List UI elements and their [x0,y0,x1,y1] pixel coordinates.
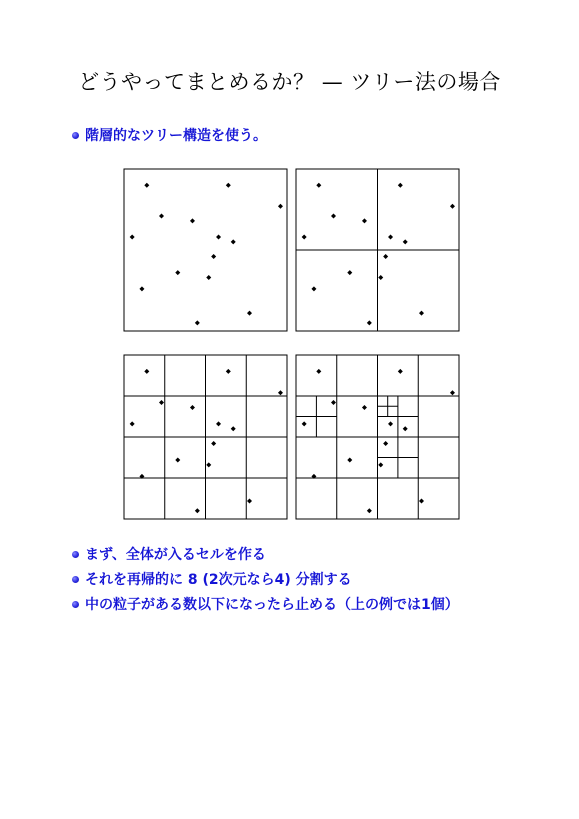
particle-marker [144,183,149,188]
bullet-item-make-cell [72,544,266,564]
bullet-icon [72,576,79,583]
particle-marker [139,286,144,291]
particle-marker [216,235,221,240]
particle-marker [388,235,393,240]
particle-marker [362,405,367,410]
particle-marker [450,390,455,395]
particle-marker [419,498,424,503]
particle-marker [311,286,316,291]
particle-marker [383,441,388,446]
particle-marker [367,320,372,325]
particle-marker [216,421,221,426]
particle-marker [398,183,403,188]
particle-marker [347,270,352,275]
particle-marker [159,400,164,405]
particle-marker [316,183,321,188]
particle-marker [388,421,393,426]
bullet-icon [72,601,79,608]
bullet-text: まず、全体が入るセルを作る [85,547,266,563]
particle-marker [190,405,195,410]
particle-marker [144,369,149,374]
particle-marker [206,275,211,280]
particle-marker [231,239,236,244]
bullet-text: それを再帰的に 8 (2次元なら4) 分割する [85,572,352,588]
bullet-text: 中の粒子がある数以下になったら止める（上の例では1個） [85,597,459,613]
panel-adaptive-tree [296,355,459,519]
particle-marker [302,235,307,240]
particle-marker [175,270,180,275]
particle-marker [331,213,336,218]
particle-marker [316,369,321,374]
particle-marker [247,311,252,316]
particle-marker [190,218,195,223]
panel-level-2-split [124,355,287,519]
particle-marker [206,462,211,467]
particle-marker [211,254,216,259]
particle-marker [403,239,408,244]
bullet-text: 階層的なツリー構造を使う。 [85,128,267,144]
particle-marker [247,498,252,503]
page-title: どうやってまとめるか？ — ツリー法の場合 [78,70,501,94]
particle-marker [450,204,455,209]
particle-marker [347,457,352,462]
particle-marker [195,320,200,325]
bullet-item-recursive-split [72,569,352,589]
bullet-item-stop-condition [72,594,459,614]
particle-marker [211,441,216,446]
particle-marker [231,426,236,431]
particle-marker [419,311,424,316]
particle-marker [398,369,403,374]
particle-marker [130,235,135,240]
particle-marker [331,400,336,405]
panel-level-1-split [296,169,459,331]
particle-marker [226,369,231,374]
particle-marker [130,421,135,426]
particle-marker [367,508,372,513]
particle-marker [378,275,383,280]
particle-marker [403,426,408,431]
particle-marker [195,508,200,513]
bullet-icon [72,551,79,558]
particle-marker [175,457,180,462]
particle-marker [278,204,283,209]
particle-marker [302,421,307,426]
particle-marker [362,218,367,223]
particle-marker [378,462,383,467]
particles [130,183,455,514]
particle-marker [383,254,388,259]
panel-root-cell [124,169,287,331]
particle-marker [226,183,231,188]
particle-marker [159,213,164,218]
particle-marker [278,390,283,395]
